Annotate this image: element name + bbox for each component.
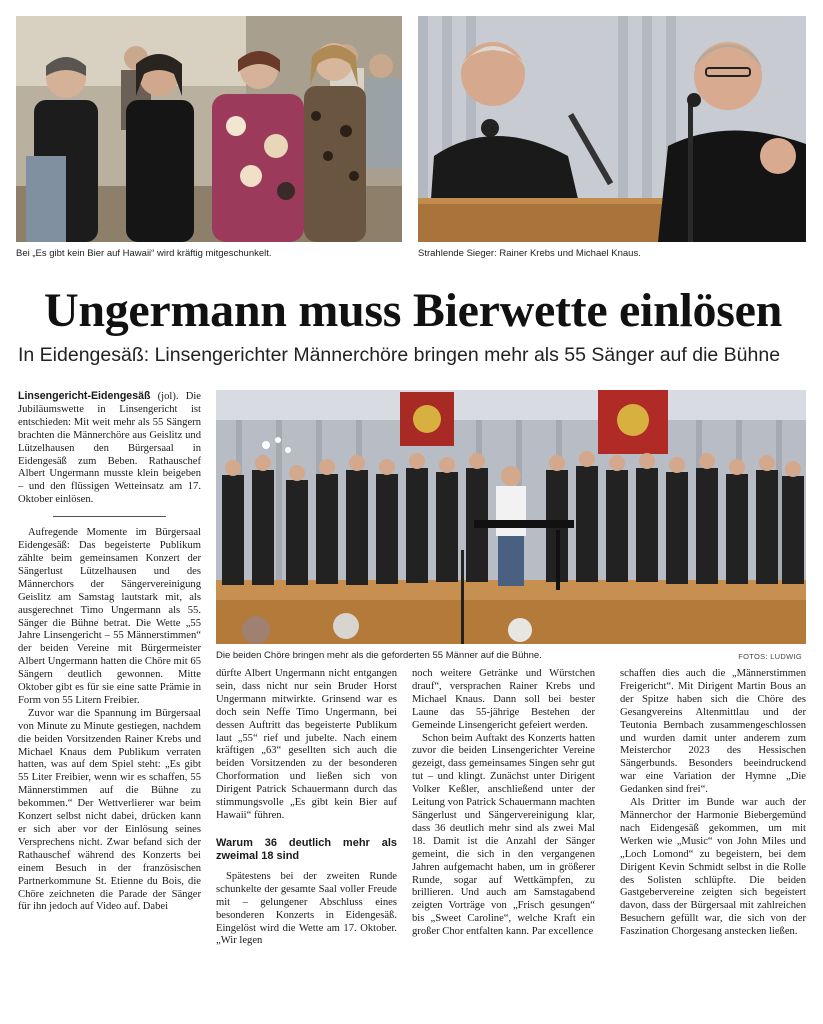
photo-credit: FOTOS: LUDWIG <box>738 652 802 661</box>
section-subtitle: Warum 36 deutlich mehr als zweimal 18 sind <box>216 836 397 862</box>
dateline: Linsengericht-Eidengesäß <box>18 390 151 402</box>
photo-choirs-on-stage <box>216 390 806 644</box>
subheadline: In Eidengesäß: Linsengerichter Männerchöre bringen mehr als 55 Sänger auf die Bühne <box>18 344 781 366</box>
author: (jol). <box>157 391 179 402</box>
article-column-3 <box>412 668 595 939</box>
article-column-1 <box>18 390 201 914</box>
photo-caption: Bei „Es gibt kein Bier auf Hawaii“ wird kräftig mitgeschunkelt. <box>16 248 272 259</box>
photo-caption: Strahlende Sieger: Rainer Krebs und Michael Knaus. <box>418 248 641 259</box>
paragraph: Spätestens bei der zweiten Runde schunkelte der gesamte Saal voller Freude mit – gelungener Abschluss eines besonderen Konzerts in Eidengesäß. Eingelöst wird die Wette am 17. Oktober. „Wir legen <box>216 870 397 947</box>
lead-text: Die Jubiläumswette in Linsengericht ist entschieden: Mit weit mehr als 55 Sängern brachten die Männerchöre aus Geislitz und Lützelhausen den Bürgersaal in Eidengesäß zum Beben. Rathauschef Albert Ungermann musste klein beigeben – und den flüssigen Wetteinsatz am 17. Oktober einlösen. <box>18 391 201 506</box>
photo-caption: Die beiden Chöre bringen mehr als die geforderten 55 Männer auf die Bühne. <box>216 650 542 661</box>
divider <box>53 516 166 517</box>
photo-audience-singing <box>16 16 402 242</box>
paragraph: Zuvor war die Spannung im Bürgersaal von Minute zu Minute gestiegen, nachdem die beiden Vorsitzenden Rainer Krebs und Michael Knaus dem Publikum verraten hatten, was auf dem Spiel steht: „Es gibt 55 Liter Freibier, wenn wir es schaffen, 55 Männerstimmen auf die Bühne zu bekommen.“ Der Wettverlierer war beim Konzert selbst nicht dabei, drücken kann er sich aber vor der Einlösung seines Versprechens nicht. Zwar befand sich der Rathauschef während des Konzerts bei einem Besuch in der französischen Partnerkommune St. Etienne du Bois, die Chöre zeichneten die Parade der Sänger für ihn jedoch auf Video auf. Dabei <box>18 707 201 913</box>
paragraph: Aufregende Momente im Bürgersaal Eidengesäß: Das begeisterte Publikum zählte beim gemeinsamen Konzert der Sängerlust Lützelhausen und des Männerchors der Sängervereinigung Geislitz am Samstag lautstark mit, als ausgerechnet Timo Ungermann als 55. Sänger die Bühne betrat. Die Wette „55 Jahre Linsengericht – 55 Männerstimmen“ der beiden Vereine mit Bürgermeister Albert Ungermann hatten die Chöre mit 65 Sängern deutlich gewonnen. Mitte Oktober gibt es für sie eine satte Prämie in Form von 55 Litern Freibier. <box>18 527 201 706</box>
photo-winners <box>418 16 806 242</box>
paragraph: Als Dritter im Bunde war auch der Männerchor der Harmonie Biebergemünd nach Eidengesäß gekommen, um mit Werken wie „Music“ von John Miles und „Loch Lomond“ zu begeistern, bei dem Dirigent Kevin Schmidt selbst in die Rolle des Solisten schlüpfte. Die beiden Gastgebervereine zeigten sich begeistert davon, dass der Bürgersaal mit zahlreichen Besuchern gefüllt war, die sich von der Faszination Chorgesang anstecken ließen. <box>620 797 806 938</box>
paragraph: schaffen dies auch die „Männerstimmen Freigericht“. Mit Dirigent Martin Bous an der Spitze haben sich die Chöre des Gesangvereins Altenmittlau und der Teutonia Bernbach zusammengeschlossen und wurden damit unter anderem zum Meisterchor 2023 des Hessischen Sängerbunds. Besonders beeindruckend war eine Variation der Hymne „Die Gedanken sind frei“. <box>620 668 806 796</box>
paragraph: noch weitere Getränke und Würstchen drauf“, versprachen Rainer Krebs und Michael Knaus. Dann soll bei bester Laune das 55-jährige Bestehen der Gemeinde Linsengericht gefeiert werden. <box>412 668 595 731</box>
headline: Ungermann muss Bierwette einlösen <box>43 284 783 337</box>
article-lead <box>18 390 201 507</box>
article-column-4 <box>620 668 806 939</box>
paragraph: Schon beim Auftakt des Konzerts hatten zuvor die beiden Linsengerichter Vereine gezeigt, dass gemeinsames Singen sehr gut tut – und klingt. Zunächst unter Dirigent Volker Keßler, anschließend unter der Leitung von Patrick Schauermann machten Sängerlust und Sängervereinigung klar, dass 36 deutlich mehr sind als zwei Mal 18. Damit ist die Anzahl der Sänger gemeint, die sich in den vergangenen Jahren aufgemacht haben, um in größerer Runde, sogar auf Wettkämpfen, zu brillieren. Und auch am Samstagabend zeigten Vorträge von „Frisch gesungen“ bis „Sweet Caroline“, welche Kraft ein großer Chor entfalten kann. Par excellence <box>412 732 595 938</box>
article-column-2 <box>216 668 397 948</box>
paragraph: dürfte Albert Ungermann nicht entgangen sein, dass nicht nur sein Bruder Horst Ungermann mitwirkte. Grinsend war es doch sein Neffe Timo Ungermann, bei dessen Auftritt das begeisterte Publikum laut „55“ rief und jubelte. Nach einem kräftigen „63“ gesellten sich auch die beiden Vorsitzenden zu der besonderen Chorformation und ließen sich von Dirigent Patrick Schauermann durch das stimmungsvolle „Es gibt kein Bier auf Hawaii“ führen. <box>216 668 397 821</box>
